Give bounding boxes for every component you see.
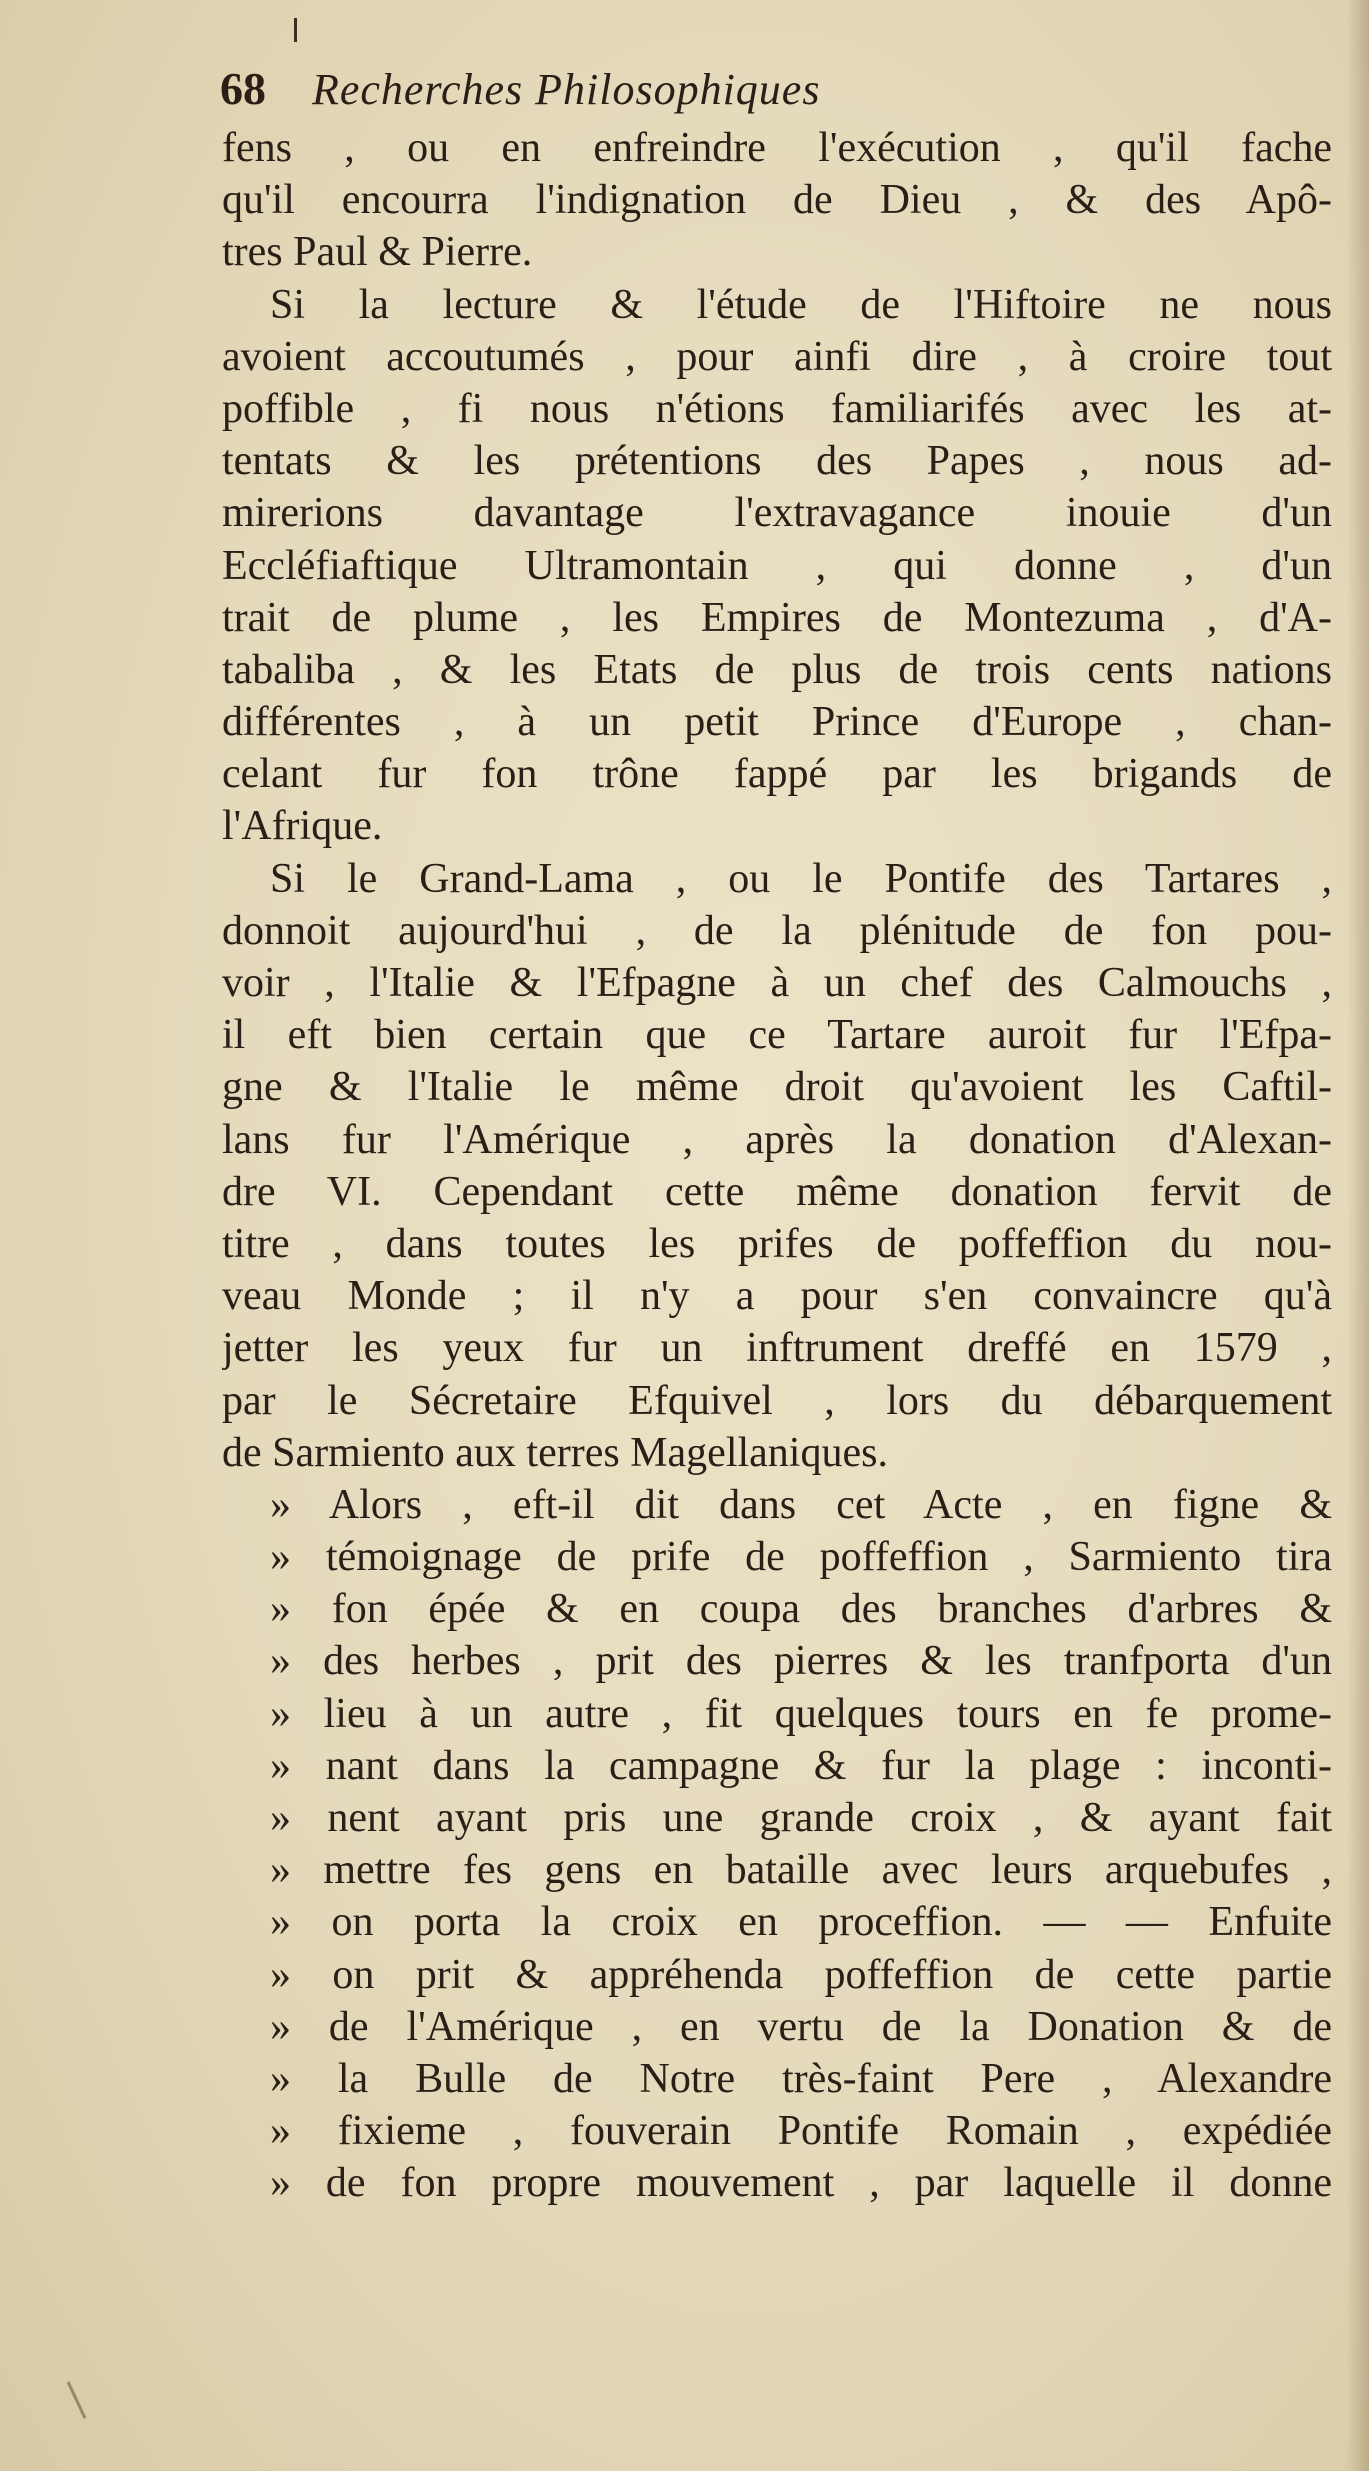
text-line: » la Bulle de Notre très-faint Pere , Alexandre [270,2055,1332,2102]
text-line: » fon épée & en coupa des branches d'arbres & [270,1586,1332,1633]
text-line: trait de plume , les Empires de Montezuma , d'A- [222,594,1332,641]
text-line: titre , dans toutes les prifes de poffeffion du nou- [222,1220,1332,1267]
running-title: Recherches Philosophiques [312,65,821,114]
text-line: veau Monde ; il n'y a pour s'en convaincre qu'à [222,1273,1332,1320]
text-line: lans fur l'Amérique , après la donation d'Alexan- [222,1116,1332,1163]
text-line: » témoignage de prife de poffeffion , Sarmiento tira [270,1534,1332,1581]
text-line: de Sarmiento aux terres Magellaniques. [222,1429,888,1476]
text-line: donnoit aujourd'hui , de la plénitude de fon pou- [222,907,1332,954]
body-text [222,122,1332,2210]
text-line: Si le Grand-Lama , ou le Pontife des Tartares , [270,855,1332,902]
text-line: l'Afrique. [222,803,383,850]
text-line: » on prit & appréhenda poffeffion de cette partie [270,1951,1332,1998]
text-line: voir , l'Italie & l'Efpagne à un chef des Calmouchs , [222,960,1332,1006]
pencil-mark [67,2381,87,2419]
text-line: poffible , fi nous n'étions familiarifés avec les at- [222,385,1332,432]
text-line: » on porta la croix en proceffion. — — Enfuite [270,1899,1332,1946]
text-line: gne & l'Italie le même droit qu'avoient les Caftil- [222,1064,1332,1111]
page-number: 68 [220,63,266,114]
text-line: » de fon propre mouvement , par laquelle il donne [270,2160,1332,2207]
text-line: jetter les yeux fur un inftrument dreffé en 1579 , [222,1325,1332,1372]
text-line: » mettre fes gens en bataille avec leurs arquebufes , [270,1847,1332,1894]
text-line: il eft bien certain que ce Tartare auroit fur l'Efpa- [222,1012,1332,1059]
text-line: » des herbes , prit des pierres & les tranfporta d'un [270,1638,1332,1685]
text-line: tres Paul & Pierre. [222,229,533,276]
text-line: fens , ou en enfreindre l'exécution , qu'il fache [222,125,1332,171]
text-line: mirerions davantage l'extravagance inouie d'un [222,490,1332,537]
text-line: » de l'Amérique , en vertu de la Donation & de [270,2003,1332,2050]
text-line: tabaliba , & les Etats de plus de trois cents nations [222,646,1332,693]
text-line: différentes , à un petit Prince d'Europe , chan- [222,699,1332,746]
page-header [220,62,1340,122]
text-line: avoient accoutumés , pour ainfi dire , à croire tout [222,333,1332,380]
text-line: par le Sécretaire Efquivel , lors du débarquement [222,1377,1332,1424]
text-line: » Alors , eft-il dit dans cet Acte , en figne & [270,1481,1332,1528]
text-line: » fixieme , fouverain Pontife Romain , expédiée [270,2108,1332,2155]
text-line: celant fur fon trône fappé par les brigands de [222,751,1332,798]
text-line: qu'il encourra l'indignation de Dieu , & des Apô- [222,177,1332,224]
text-line: Eccléfiaftique Ultramontain , qui donne , d'un [222,542,1332,589]
page-edge-shadow [1347,0,1369,2471]
text-line: » nant dans la campagne & fur la plage : inconti- [270,1742,1332,1789]
print-mark [294,18,297,42]
text-line: » nent ayant pris une grande croix , & ayant fait [270,1795,1332,1841]
text-line: tentats & les prétentions des Papes , nous ad- [222,438,1332,485]
text-line: » lieu à un autre , fit quelques tours en fe prome- [270,1690,1332,1737]
text-line: dre VI. Cependant cette même donation fervit de [222,1168,1332,1215]
text-line: Si la lecture & l'étude de l'Hiftoire ne nous [270,281,1332,328]
